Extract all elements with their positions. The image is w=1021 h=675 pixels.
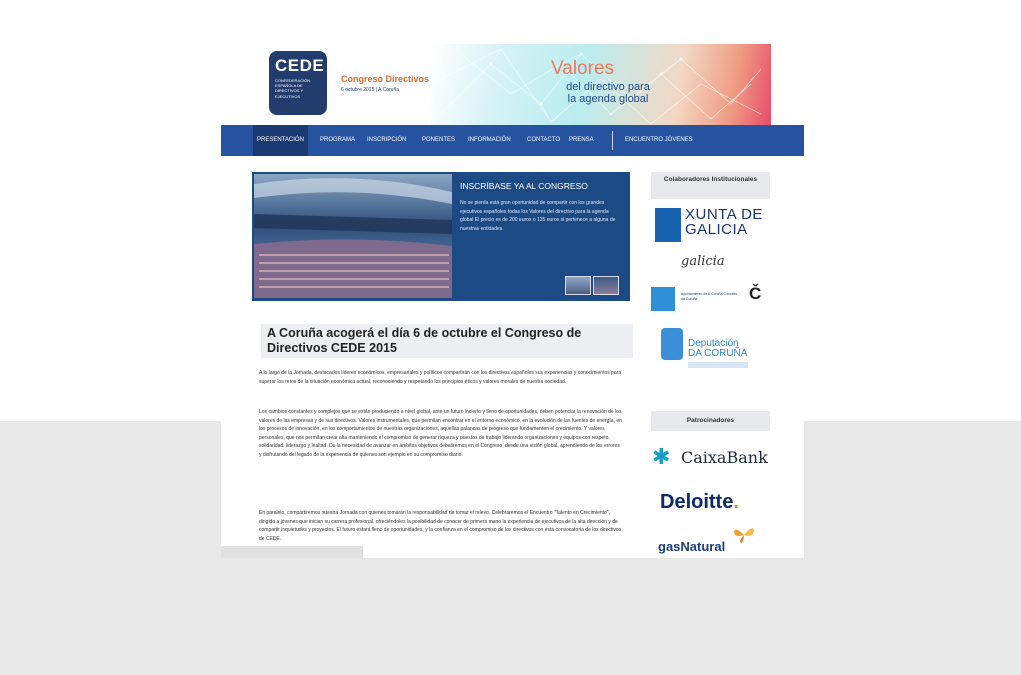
deputacion-line-2: DA CORUÑA bbox=[688, 348, 748, 359]
article-paragraph: Los cambios constantes y complejos que se están produciendo a nivel global, ante un futuro incierto y lleno de oportunidades, deben potenciar la renovación de los valores de las empresas y de sus directivos. Valores instrumentales, que permitan encontrar en el entorno económico, en la evolución de las fuentes de energía, en los procesos de innovación, en los comportamientos de nuestras organizaciones, aquellas palancas de progreso que fundamenten el crecimiento. Y valores personales, que nos permitan crear alta manteniendo el compromiso de generar riqueza y puestos de trabajo liderando organizaciones y equipos con respeto, solidaridad, liderazgo y lealtad. De la necesidad de avanzar en ámbitos objetivos debatiremos en el Congreso, desde una visión global, aprendiendo de los errores y disfrutando del legado de la experiencia de quienes son ejemplo en su compromiso diario. bbox=[259, 409, 622, 458]
article-paragraph: A lo largo de la Jornada, destacados líderes económicos, empresariales y políticos compartirán con los directivos españoles sus experiencias y conocimientos para superar los retos de la situación económica actual, reconociendo y respetando los principios éticos y valores morales de nuestra sociedad. bbox=[259, 370, 622, 385]
ayuntamiento-logo[interactable]: Ayuntamiento de A Coruña Concello da Coruña bbox=[681, 292, 738, 301]
deputacion-logo[interactable] bbox=[688, 339, 747, 359]
main-navigation bbox=[221, 125, 804, 156]
banner-line-2: la agenda global bbox=[567, 93, 649, 105]
galicia-logo[interactable]: galicia bbox=[681, 254, 725, 269]
gasnatural-logo[interactable]: gasNatural bbox=[658, 539, 726, 554]
deloitte-wordmark: Deloitte bbox=[660, 491, 734, 513]
event-date: 6 octubre 2015 | A Coruña bbox=[341, 87, 400, 93]
nav-item-ponentes[interactable]: PONENTES bbox=[422, 137, 456, 143]
registration-banner[interactable] bbox=[252, 172, 630, 301]
nav-item-contacto[interactable]: CONTACTO bbox=[527, 137, 561, 143]
xunta-logo[interactable]: XUNTA DE GALICIA bbox=[685, 206, 763, 238]
butterfly-icon bbox=[733, 526, 755, 544]
banner-line-1: del directivo para bbox=[566, 81, 650, 93]
logo-text: CEDE bbox=[275, 56, 325, 75]
deputacion-shield-icon bbox=[661, 328, 683, 360]
auditorium-photo bbox=[254, 174, 452, 298]
deputacion-line-1: Deputación bbox=[688, 338, 739, 349]
ayuntamiento-shield-icon bbox=[651, 287, 675, 311]
logo-subtitle: CONFEDERACIÓN ESPAÑOLA DE DIRECTIVOS Y EJECUTIVOS bbox=[275, 78, 311, 99]
caixabank-star-icon: ✱ bbox=[652, 444, 671, 469]
nav-item-inscripcion[interactable]: INSCRIPCIÓN bbox=[367, 137, 407, 143]
coruna-c-logo: Č bbox=[749, 284, 762, 303]
nav-item-programa[interactable]: PROGRAMA bbox=[320, 137, 356, 143]
deputacion-subtext bbox=[688, 362, 748, 368]
nav-item-presentacion[interactable]: PRESENTACIÓN bbox=[253, 125, 308, 156]
nav-item-encuentro-jovenes[interactable]: ENCUENTRO JÓVENES bbox=[625, 137, 693, 143]
hero-heading: INSCRÍBASE YA AL CONGRESO bbox=[460, 181, 588, 191]
slide-thumbnail-1[interactable] bbox=[565, 276, 591, 295]
article-paragraph: En paralelo, compartiremos nuestra Jornada con quienes tomarán la responsabilidad de tomar el relevo. Celebraremos el Encuentro "Talento en Crecimiento", dirigido a jóvenes que inician su carrera profesional, ofreciéndoles la posibilidad de conocer de primera mano la experiencia de ejecutivos de la alta dirección y de compartir inquietudes y proyectos. El futuro estará lleno de oportunidades, y la confianza en el compromiso de los directivos con esta convocatoria de los directivos de CEDE. bbox=[259, 510, 622, 542]
deloitte-logo[interactable] bbox=[660, 491, 739, 513]
website-screenshot bbox=[221, 44, 804, 558]
article-title: A Coruña acogerá el día 6 de octubre el Congreso de Directivos CEDE 2015 bbox=[261, 324, 633, 358]
auditorium-illustration bbox=[254, 174, 452, 298]
site-header bbox=[221, 44, 804, 126]
xunta-shield-icon bbox=[655, 208, 681, 242]
nav-item-prensa[interactable]: PRENSA bbox=[569, 137, 594, 143]
event-title: Congreso Directivos bbox=[341, 74, 430, 84]
banner-heading: Valores bbox=[551, 58, 615, 79]
sponsors-heading: Patrocinadores bbox=[651, 411, 770, 431]
cede-logo[interactable] bbox=[269, 51, 327, 115]
caixabank-logo[interactable]: CaixaBank bbox=[681, 448, 768, 467]
footer-tab bbox=[221, 546, 363, 558]
nav-item-informacion[interactable]: INFORMACIÓN bbox=[468, 137, 511, 143]
deloitte-green-dot: . bbox=[733, 491, 739, 513]
nav-separator bbox=[612, 131, 613, 150]
institutional-collaborators-heading: Colaboradores Institucionales bbox=[651, 172, 770, 199]
slide-thumbnail-2[interactable] bbox=[593, 276, 619, 295]
hero-body: No se pierda está gran oportunidad de compartir con los grandes ejecutivos españoles todas los Valores del directivo para la agenda global El precio es de 200 euros o 135 euros si pertenece a alguna de nuestras entidades. bbox=[460, 200, 616, 232]
